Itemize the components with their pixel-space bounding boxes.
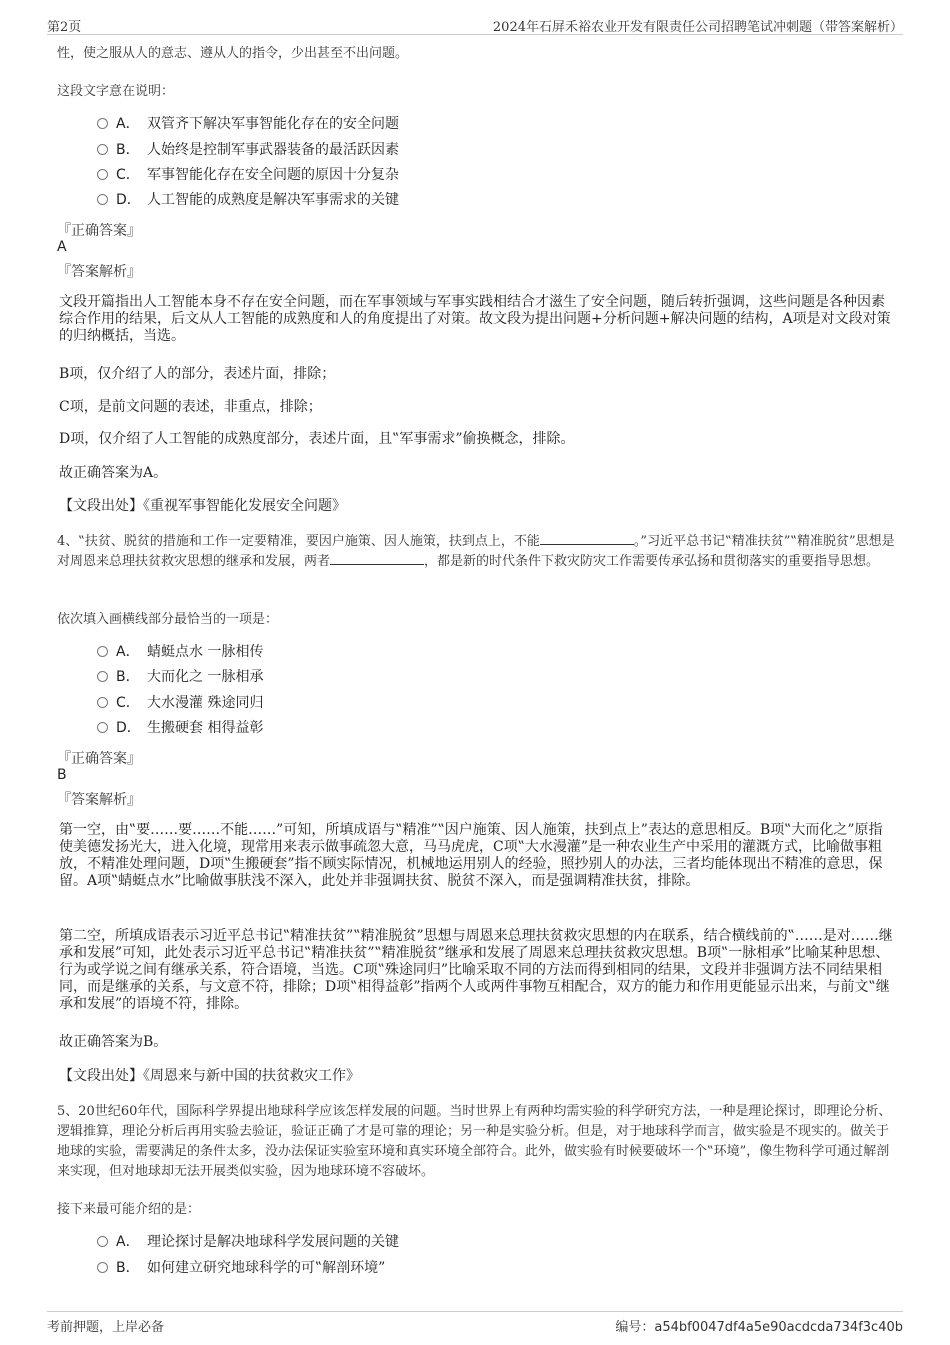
q5-option-b[interactable] <box>97 1257 385 1279</box>
radio-icon[interactable] <box>97 1236 108 1247</box>
option-letter: B． <box>116 142 140 158</box>
q4-analysis-3: 故正确答案为B。 <box>59 1034 168 1050</box>
q4-stem-part-d: ，都是新的时代条件下救灾防灾工作需要传承弘扬和贯彻落实的重要指导 <box>424 554 841 569</box>
q4-analysis-label: 『答案解析』 <box>57 792 141 808</box>
option-text: 人始终是控制军事武器装备的最活跃因素 <box>147 142 399 158</box>
option-text: 人工智能的成熟度是解决军事需求的关键 <box>147 192 399 208</box>
q3-analysis-5: 故正确答案为A。 <box>59 465 168 481</box>
option-letter: B． <box>116 1260 140 1276</box>
q5-option-a[interactable] <box>97 1231 399 1253</box>
option-text: 如何建立研究地球科学的可‟解剖环境” <box>147 1260 386 1276</box>
q3-stem-tail: 性，使之服从人的意志、遵从人的指令，少出甚至不出问题。 <box>57 46 409 61</box>
footer-slogan: 考前押题，上岸必备 <box>47 1320 165 1335</box>
option-text: 生搬硬套 相得益彰 <box>147 720 264 736</box>
q4-answer: B <box>57 767 67 783</box>
q5-prompt: 接下来最可能介绍的是： <box>57 1202 201 1217</box>
option-letter: C． <box>116 695 140 711</box>
q4-answer-label: 『正确答案』 <box>57 751 141 767</box>
q4-blank-2 <box>330 552 424 565</box>
radio-icon[interactable] <box>97 144 108 155</box>
q4-option-b[interactable] <box>97 666 263 688</box>
footer-code-value: a54bf0047df4a5e90acdcda734f3c40b <box>654 1320 903 1335</box>
option-text: 大水漫灌 殊途同归 <box>147 695 264 711</box>
radio-icon[interactable] <box>97 169 108 180</box>
radio-icon[interactable] <box>97 646 108 657</box>
q4-option-d[interactable] <box>97 717 263 739</box>
q4-analysis-1: 第一空，由‟要……要……不能……”可知，所填成语与‟精准”‟因户施策、因人施策，扶到点上”表达的意思相反。B项‟大而化之”原指使美德发扬光大，进入化境，现常用来表示做事疏忽大意，马马虎虎，C项‟大水漫灌”是一种农业生产中采用的灌溉方式，比喻做事粗放，不精准处理问题，D项‟生搬硬套”指不顾实际情况，机械地运用别人的经验，照抄别人的办法，三者均能体现出不精准的意思，保留。A项‟蜻蜓点水”比喻做事肤浅不深入，此处并非强调扶贫、脱贫不深入，而是强调精准扶贫，排除。 <box>59 822 883 889</box>
option-text: 理论探讨是解决地球科学发展问题的关键 <box>147 1234 399 1250</box>
radio-icon[interactable] <box>97 1262 108 1273</box>
footer-code <box>615 1316 903 1335</box>
radio-icon[interactable] <box>97 118 108 129</box>
q4-stem-part-a: 4、‟扶贫、脱贫的措施和工作一定要精准，要因户施策、因人施策，扶到点上，不能 <box>57 534 540 549</box>
footer-code-label: 编号： <box>615 1320 655 1335</box>
radio-icon[interactable] <box>97 194 108 205</box>
q3-option-d[interactable] <box>97 189 399 211</box>
q3-analysis-1: 文段开篇指出人工智能本身不存在安全问题，而在军事领域与军事实践相结合才滋生了安全问题，随后转折强调，这些问题是各种因素综合作用的结果，后文从人工智能的成熟度和人的角度提出了对策。故文段为提出问题+分析问题+解决问题的结构，A项是对文段对策的归纳概括，当选。 <box>59 294 891 344</box>
option-letter: B． <box>116 669 140 685</box>
option-letter: A． <box>116 644 140 660</box>
option-letter: D． <box>116 720 141 736</box>
q3-answer: A <box>57 239 67 255</box>
q4-option-c[interactable] <box>97 692 263 714</box>
q3-option-c[interactable] <box>97 164 399 186</box>
q3-analysis-3: C项，是前文问题的表述，非重点，排除； <box>59 399 322 415</box>
option-letter: D． <box>116 192 141 208</box>
page-number: 第2页 <box>47 20 82 35</box>
q4-stem <box>57 532 897 572</box>
radio-icon[interactable] <box>97 671 108 682</box>
q4-stem-part-c: 想是对周恩来总理扶贫救灾思想的继承和发展，两者 <box>57 534 895 569</box>
q3-analysis-2: B项，仅介绍了人的部分，表述片面，排除； <box>59 366 336 382</box>
q3-answer-label: 『正确答案』 <box>57 223 141 239</box>
radio-icon[interactable] <box>97 722 108 733</box>
q4-analysis-2: 第二空，所填成语表示习近平总书记‟精准扶贫”‟精准脱贫”思想与周恩来总理扶贫救灾思想的内在联系，结合横线前的‟……是对……继承和发展”可知，此处表示习近平总书记‟精准扶贫”‟精准脱贫”继承和发展了周恩来总理扶贫救灾思想。B项‟一脉相承”比喻某种思想、行为或学说之间有继承关系，符合语境，当选。C项‟殊途同归”比喻采取不同的方法而得到相同的结果，文段并非强调方法不同结果相同，而是继承的关系，与文意不符，排除；D项‟相得益彰”指两个人或两件事物互相配合，双方的能力和作用更能显示出来，与前文‟继承和发展”的语境不符，排除。 <box>59 928 893 1012</box>
q4-stem-part-b: 。”习近平总书记‟精准扶贫”‟精准脱贫”思 <box>633 534 869 549</box>
option-text: 蜻蜓点水 一脉相传 <box>147 644 264 660</box>
q4-blank-1 <box>540 532 634 545</box>
page-footer <box>47 1311 903 1336</box>
option-letter: C． <box>116 167 140 183</box>
q3-source: 【文段出处】《重视军事智能化发展安全问题》 <box>59 498 346 514</box>
q3-analysis-4: D项，仅介绍了人工智能的成熟度部分，表述片面，且‟军事需求”偷换概念，排除。 <box>59 431 575 447</box>
q3-prompt: 这段文字意在说明： <box>57 84 175 99</box>
q3-option-b[interactable] <box>97 139 399 161</box>
document-title: 2024年石屏禾裕农业开发有限责任公司招聘笔试冲刺题（带答案解析） <box>492 20 903 35</box>
q5-stem: 5、20世纪60年代，国际科学界提出地球科学应该怎样发展的问题。当时世界上有两种均需实验的科学研究方法，一种是理论探讨，即理论分析、逻辑推算，理论分析后再用实验去验证，验证正确了才是可靠的理论；另一种是实验分析。但是，对于地球科学而言，做实验是不现实的。做关于地球的实验，需要满足的条件太多，没办法保证实验室环境和真实环境全部符合。此外，做实验有时候要破坏一个‟环境”，像生物科学可通过解剖来实现，但对地球却无法开展类似实验，因为地球环境不容破坏。 <box>57 1104 892 1179</box>
q3-option-a[interactable] <box>97 113 399 135</box>
q4-option-a[interactable] <box>97 641 263 663</box>
q4-source: 【文段出处】《周恩来与新中国的扶贫救灾工作》 <box>59 1068 360 1084</box>
radio-icon[interactable] <box>97 697 108 708</box>
option-letter: A． <box>116 116 140 132</box>
q4-stem-part-e: 思想。 <box>840 554 880 569</box>
option-text: 军事智能化存在安全问题的原因十分复杂 <box>147 167 399 183</box>
q3-analysis-label: 『答案解析』 <box>57 264 141 280</box>
option-text: 大而化之 一脉相承 <box>147 669 264 685</box>
option-letter: A． <box>116 1234 140 1250</box>
option-text: 双管齐下解决军事智能化存在的安全问题 <box>147 116 399 132</box>
page-header <box>47 12 903 35</box>
q4-prompt: 依次填入画横线部分最恰当的一项是： <box>57 612 279 627</box>
